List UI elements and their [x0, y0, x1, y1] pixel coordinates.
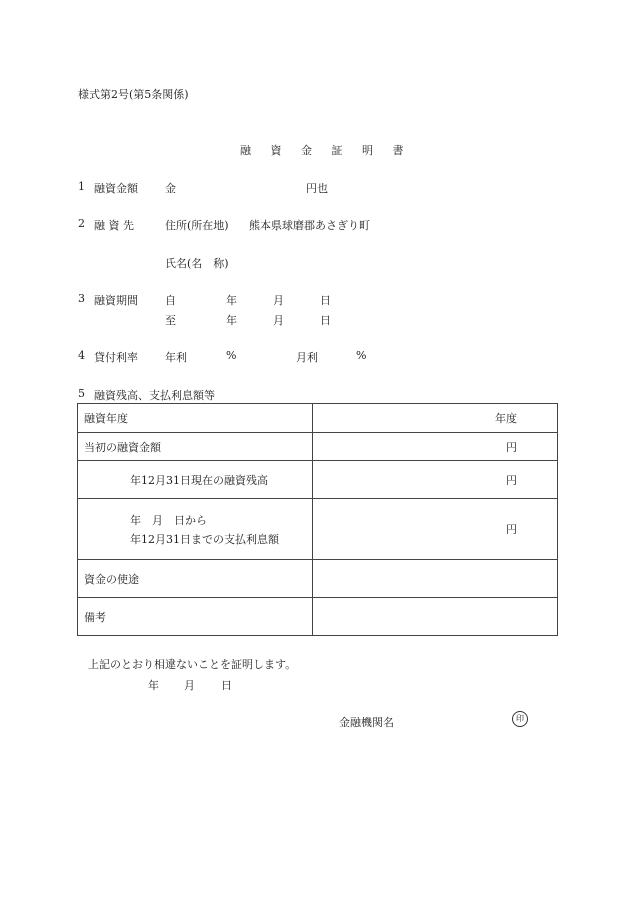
item-number-2: 2: [78, 217, 85, 230]
period-to-year: 年: [226, 314, 237, 327]
initial-amount-yen: 円: [313, 433, 558, 461]
form-number: 様式第2号(第5条関係): [78, 88, 189, 101]
table-row: [78, 598, 558, 636]
balance-label: 年12月31日現在の融資残高: [78, 461, 313, 499]
name-label: 氏名(名 称): [165, 257, 229, 270]
amount-unit: 円也: [306, 182, 328, 195]
period-to: 至: [165, 314, 176, 327]
interest-label-line1: 年 月 日から: [130, 513, 207, 527]
interest-label-line2: 年12月31日までの支払利息額: [130, 532, 279, 546]
table-row: [78, 404, 558, 433]
balance-section-label: 融資残高、支払利息額等: [94, 389, 215, 402]
institution-label: 金融機関名: [339, 716, 394, 729]
table-row: [78, 433, 558, 461]
period-to-month: 月: [273, 314, 284, 327]
remarks-value: [313, 598, 558, 636]
date-year: 年: [148, 679, 159, 692]
table-row: [78, 560, 558, 598]
interest-label: [78, 499, 313, 560]
table-row: [78, 499, 558, 560]
fiscal-year-unit: 年度: [313, 404, 558, 433]
initial-amount-label: 当初の融資金額: [78, 433, 313, 461]
table-row: [78, 461, 558, 499]
period-to-day: 日: [320, 314, 331, 327]
balance-yen: 円: [313, 461, 558, 499]
annual-rate-percent: %: [226, 349, 237, 362]
period-label: 融資期間: [94, 294, 138, 307]
annual-rate-label: 年利: [165, 351, 187, 364]
interest-yen: 円: [313, 499, 558, 560]
fiscal-year-label: 融資年度: [78, 404, 313, 433]
remarks-label: 備考: [78, 598, 313, 636]
purpose-value: [313, 560, 558, 598]
certify-text: 上記のとおり相違ないことを証明します。: [88, 658, 297, 671]
item-number-5: 5: [78, 387, 85, 400]
period-from-month: 月: [273, 294, 284, 307]
date-month: 月: [184, 679, 195, 692]
item-number-4: 4: [78, 349, 85, 362]
lender-label: 融 資 先: [94, 219, 134, 232]
period-from-year: 年: [226, 294, 237, 307]
item-number-3: 3: [78, 292, 85, 305]
address-value: 熊本県球磨郡あさぎり町: [249, 219, 370, 232]
monthly-rate-label: 月利: [296, 351, 318, 364]
item-number-1: 1: [78, 180, 85, 193]
amount-prefix: 金: [165, 182, 176, 195]
seal-icon: 印: [512, 711, 528, 727]
period-from-day: 日: [320, 294, 331, 307]
page-title: 融 資 金 証 明 書: [240, 144, 412, 157]
address-label: 住所(所在地): [165, 219, 229, 232]
balance-table: [77, 403, 558, 636]
monthly-rate-percent: %: [356, 349, 367, 362]
period-from: 自: [165, 294, 176, 307]
purpose-label: 資金の使途: [78, 560, 313, 598]
amount-label: 融資金額: [94, 182, 138, 195]
rate-label: 貸付利率: [94, 351, 138, 364]
date-day: 日: [221, 679, 232, 692]
